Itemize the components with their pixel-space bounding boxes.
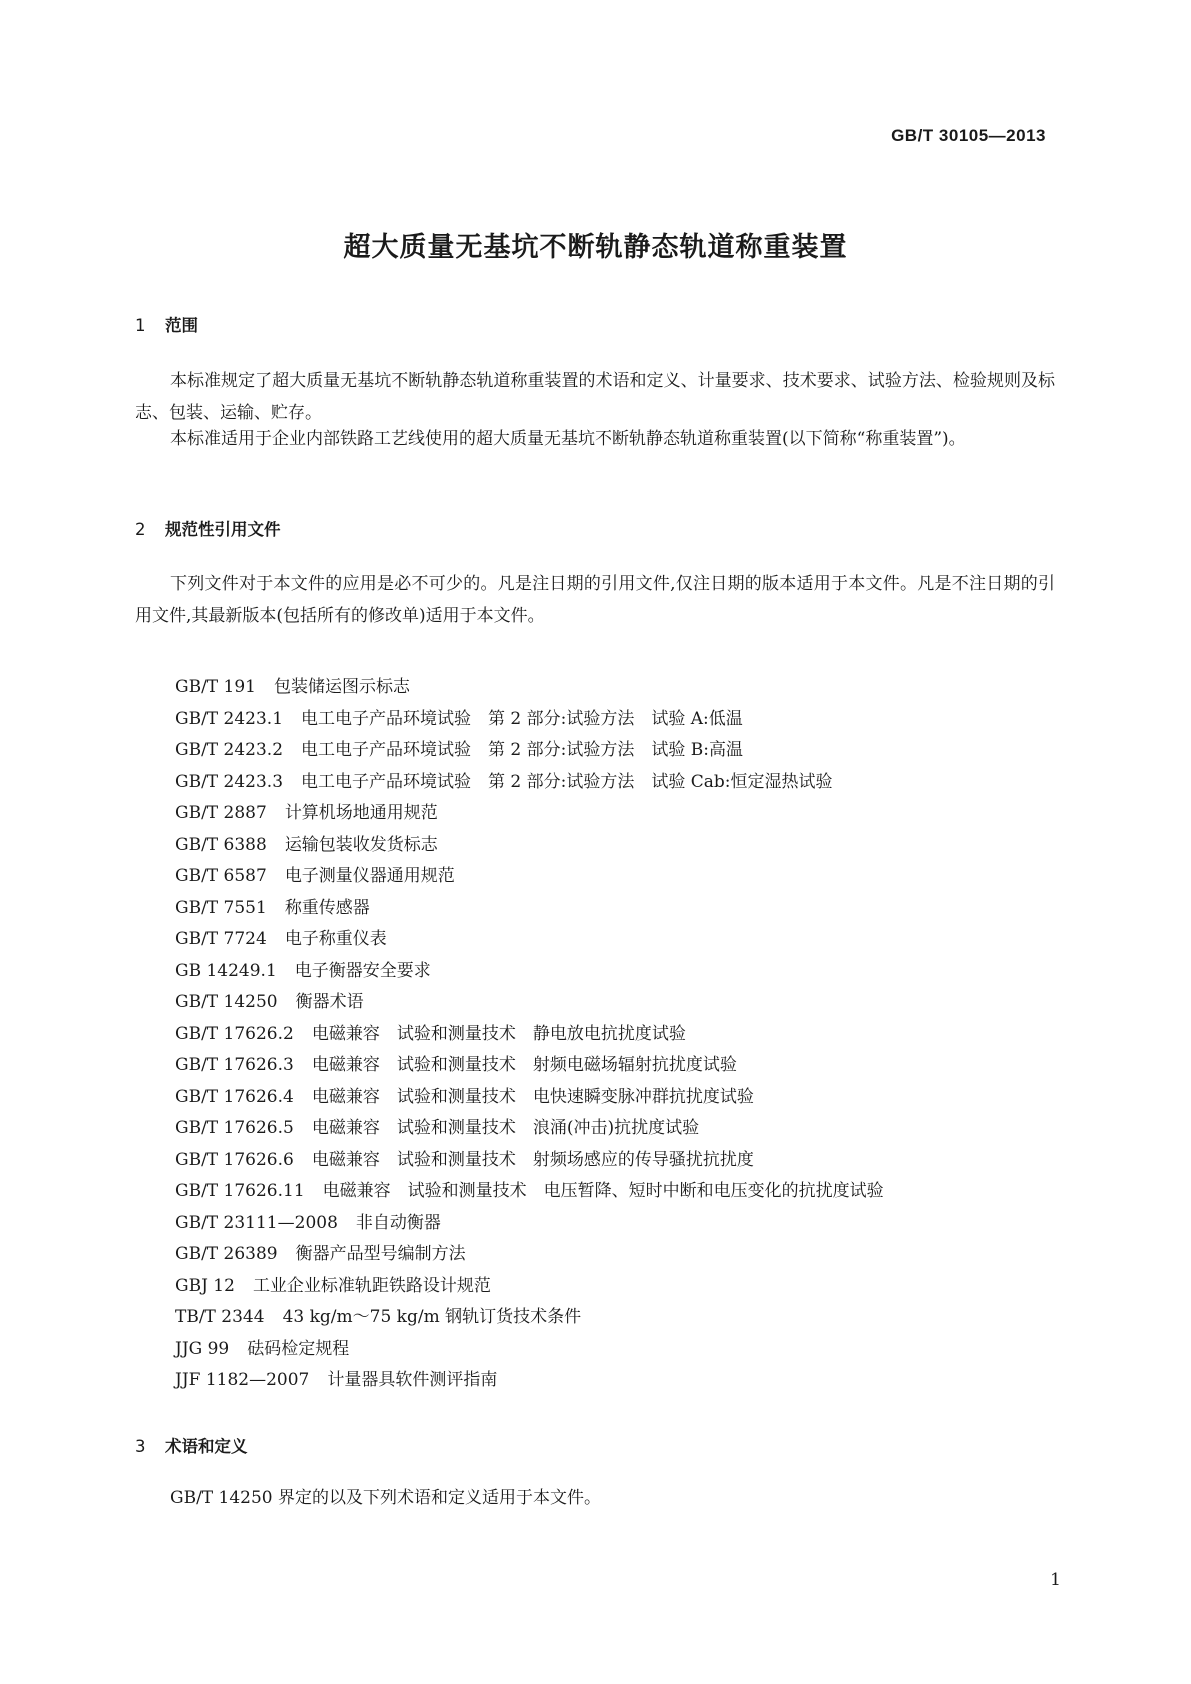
- section-1-paragraph-1: 本标准规定了超大质量无基坑不断轨静态轨道称重装置的术语和定义、计量要求、技术要求、试验方法、检验规则及标志、包装、运输、贮存。: [135, 371, 1055, 423]
- reference-title: 运输包装收发货标志: [284, 834, 438, 855]
- section-number: 2: [135, 520, 146, 539]
- reference-item: [175, 1208, 884, 1240]
- reference-item: [175, 1145, 884, 1177]
- reference-item: [175, 893, 884, 925]
- reference-item: [175, 830, 884, 862]
- reference-code: GB/T 14250: [175, 992, 278, 1012]
- reference-title: 计算机场地通用规范: [284, 803, 438, 823]
- reference-item: [175, 1082, 884, 1114]
- section-title: 术语和定义: [165, 1437, 248, 1456]
- section-3-paragraph-1: GB/T 14250 界定的以及下列术语和定义适用于本文件。: [170, 1488, 602, 1508]
- section-title: 规范性引用文件: [165, 520, 281, 539]
- reference-title: 43 kg/m～75 kg/m 钢轨订货技术条件: [282, 1307, 582, 1327]
- document-title: 超大质量无基坑不断轨静态轨道称重装置: [343, 232, 848, 263]
- reference-title: 电子测量仪器通用规范: [284, 866, 455, 886]
- reference-code: GB/T 2887: [175, 803, 267, 823]
- reference-title: 电磁兼容 试验和测量技术 射频场感应的传导骚扰抗扰度: [311, 1149, 754, 1170]
- reference-title: 电磁兼容 试验和测量技术 电快速瞬变脉冲群抗扰度试验: [311, 1086, 754, 1107]
- reference-item: [175, 987, 884, 1019]
- page-number: 1: [1050, 1570, 1061, 1590]
- reference-item: [175, 1302, 884, 1334]
- section-number: 1: [135, 316, 146, 335]
- reference-title: 电工电子产品环境试验 第 2 部分:试验方法 试验 B:高温: [301, 740, 744, 760]
- reference-title: 衡器术语: [295, 992, 364, 1012]
- reference-item: [175, 1176, 884, 1208]
- reference-item: [175, 1271, 884, 1303]
- reference-item: [175, 1239, 884, 1271]
- reference-code: JJG 99: [175, 1338, 230, 1359]
- reference-item: [175, 767, 884, 799]
- section-1-heading: [135, 312, 198, 336]
- reference-code: GB/T 7551: [175, 897, 267, 918]
- reference-item: [175, 672, 884, 704]
- reference-code: GB/T 17626.3: [175, 1055, 294, 1075]
- reference-code: GB/T 17626.2: [175, 1023, 294, 1044]
- reference-item: [175, 1334, 884, 1366]
- reference-title: 非自动衡器: [355, 1212, 441, 1233]
- reference-title: 电磁兼容 试验和测量技术 射频电磁场辐射抗扰度试验: [311, 1055, 737, 1075]
- reference-code: GB/T 17626.4: [175, 1086, 294, 1107]
- reference-title: 计量器具软件测评指南: [327, 1370, 498, 1390]
- reference-code: GB/T 6388: [175, 834, 267, 855]
- reference-title: 电磁兼容 试验和测量技术 静电放电抗扰度试验: [311, 1023, 686, 1044]
- reference-item: [175, 861, 884, 893]
- reference-title: 电磁兼容 试验和测量技术 浪涌(冲击)抗扰度试验: [311, 1118, 700, 1138]
- section-1-paragraph-2: 本标准适用于企业内部铁路工艺线使用的超大质量无基坑不断轨静态轨道称重装置(以下简称“称重装置”)。: [170, 429, 966, 449]
- section-2-paragraph-1: 下列文件对于本文件的应用是必不可少的。凡是注日期的引用文件,仅注日期的版本适用于本文件。凡是不注日期的引用文件,其最新版本(包括所有的修改单)适用于本文件。: [135, 574, 1055, 626]
- reference-code: GB/T 2423.3: [175, 771, 284, 792]
- reference-code: GB 14249.1: [175, 960, 277, 981]
- reference-title: 电子称重仪表: [284, 929, 387, 949]
- reference-code: GB/T 2423.2: [175, 740, 284, 760]
- reference-item: [175, 1019, 884, 1051]
- reference-code: GBJ 12: [175, 1275, 235, 1296]
- reference-code: GB/T 17626.6: [175, 1149, 294, 1170]
- reference-title: 包装储运图示标志: [274, 677, 410, 697]
- reference-item: [175, 956, 884, 988]
- reference-code: GB/T 23111—2008: [175, 1212, 338, 1233]
- reference-item: [175, 798, 884, 830]
- reference-item: [175, 924, 884, 956]
- standard-number: GB/T 30105—2013: [891, 126, 1046, 145]
- section-title: 范围: [165, 316, 198, 335]
- reference-code: GB/T 26389: [175, 1244, 278, 1264]
- reference-code: GB/T 17626.11: [175, 1181, 305, 1201]
- reference-title: 称重传感器: [284, 897, 370, 918]
- reference-code: GB/T 17626.5: [175, 1118, 294, 1138]
- reference-item: [175, 1050, 884, 1082]
- reference-item: [175, 704, 884, 736]
- section-3-heading: [135, 1433, 248, 1457]
- reference-item: [175, 1365, 884, 1397]
- reference-title: 电磁兼容 试验和测量技术 电压暂降、短时中断和电压变化的抗扰度试验: [322, 1181, 884, 1201]
- reference-title: 电工电子产品环境试验 第 2 部分:试验方法 试验 Cab:恒定湿热试验: [301, 771, 833, 792]
- reference-item: [175, 1113, 884, 1145]
- reference-code: GB/T 6587: [175, 866, 267, 886]
- reference-code: GB/T 7724: [175, 929, 267, 949]
- reference-title: 衡器产品型号编制方法: [295, 1244, 466, 1264]
- reference-item: [175, 735, 884, 767]
- reference-title: 电子衡器安全要求: [294, 960, 431, 981]
- section-2-heading: [135, 516, 281, 540]
- section-number: 3: [135, 1437, 146, 1456]
- reference-code: GB/T 2423.1: [175, 708, 284, 729]
- normative-reference-list: [175, 672, 884, 1397]
- reference-code: GB/T 191: [175, 677, 256, 697]
- reference-title: 电工电子产品环境试验 第 2 部分:试验方法 试验 A:低温: [301, 708, 743, 729]
- reference-title: 砝码检定规程: [247, 1338, 350, 1359]
- reference-title: 工业企业标准轨距铁路设计规范: [252, 1275, 491, 1296]
- reference-code: TB/T 2344: [175, 1307, 265, 1327]
- reference-code: JJF 1182—2007: [175, 1370, 310, 1390]
